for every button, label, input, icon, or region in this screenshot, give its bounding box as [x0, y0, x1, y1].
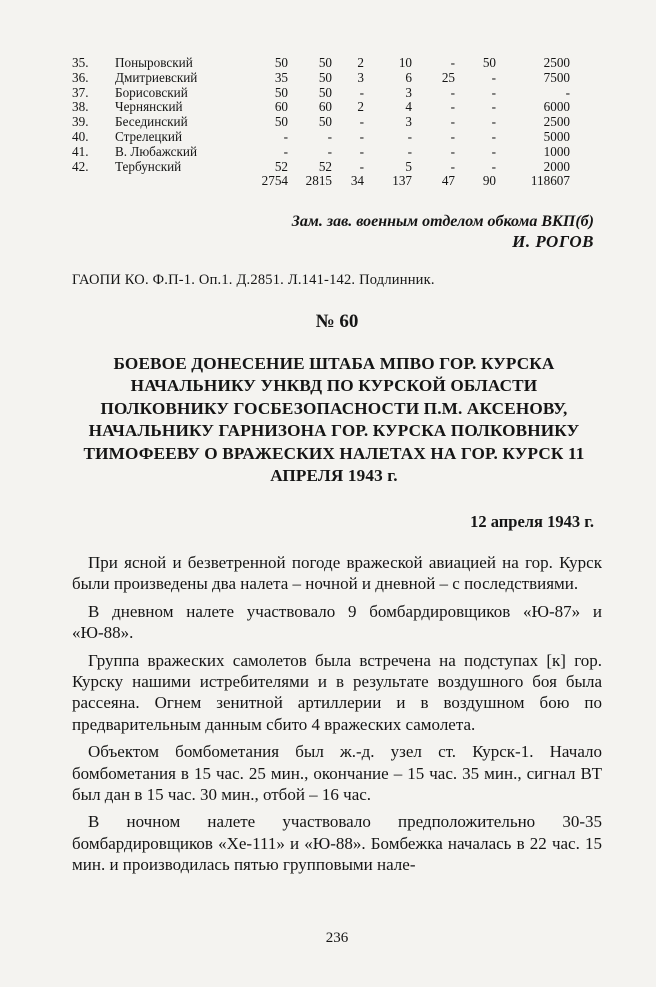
value-cell: - [450, 128, 455, 144]
row-number: 37. [72, 84, 89, 100]
row-number: 36. [72, 69, 89, 85]
value-cell: - [450, 114, 455, 130]
value-cell: 50 [318, 84, 332, 100]
value-cell: - [491, 143, 496, 159]
value-cell: 2500 [543, 114, 570, 130]
total-cell: 137 [392, 173, 412, 189]
value-cell: - [565, 84, 570, 100]
table-row [72, 71, 602, 86]
value-cell: 60 [274, 99, 288, 115]
table-row [72, 130, 602, 145]
value-cell: 60 [318, 99, 332, 115]
value-cell: - [491, 158, 496, 174]
value-cell: 3 [405, 114, 412, 130]
value-cell: - [407, 143, 412, 159]
signatory-position: Зам. зав. военным отделом обкома ВКП(б) [291, 213, 594, 230]
row-number: 35. [72, 55, 89, 70]
archive-reference: ГАОПИ КО. Ф.П-1. Оп.1. Д.2851. Л.141-142. Подлинник. [72, 272, 435, 288]
table-row [72, 145, 602, 160]
table-row [72, 56, 602, 71]
value-cell: 50 [318, 55, 332, 70]
signatory-name: И. РОГОВ [512, 232, 594, 251]
table-row [72, 160, 602, 175]
district-table [72, 56, 602, 189]
row-number: 39. [72, 114, 89, 130]
value-cell: - [450, 55, 455, 70]
value-cell: 3 [405, 84, 412, 100]
value-cell: 52 [318, 158, 332, 174]
district-name: Чернянский [115, 99, 183, 115]
district-name: Тербунский [115, 158, 182, 174]
row-number: 40. [72, 128, 89, 144]
value-cell: - [359, 128, 364, 144]
value-cell: 3 [357, 69, 364, 85]
value-cell: - [450, 143, 455, 159]
value-cell: 50 [318, 114, 332, 130]
value-cell: - [491, 84, 496, 100]
paragraph: Группа вражеских самолетов была встречена на подступах [к] гор. Курску нашими истребителями и в результате воздушного боя была рассеяна. Огнем зенитной артиллерии и в воздушном бою по предварительным данным сбито 4 вражеских самолета. [72, 650, 602, 734]
total-cell: 34 [350, 173, 364, 189]
paragraph: В дневном налете участвовало 9 бомбардировщиков «Ю-87» и «Ю-88». [72, 601, 602, 643]
district-name: Стрелецкий [115, 128, 183, 144]
table-row [72, 86, 602, 101]
row-number: 42. [72, 158, 89, 174]
value-cell: 2 [357, 99, 364, 115]
value-cell: 2 [357, 55, 364, 70]
value-cell: 1000 [543, 143, 570, 159]
signature-block [292, 212, 594, 252]
value-cell: 10 [398, 55, 412, 70]
value-cell: - [359, 158, 364, 174]
paragraph: Объектом бомбометания был ж.-д. узел ст. Курск-1. Начало бомбометания в 15 час. 25 мин., окончание – 15 час. 35 мин., сигнал ВТ был дан в 15 час. 30 мин., отбой – 16 час. [72, 742, 602, 805]
total-cell: 2815 [305, 173, 332, 189]
value-cell: 25 [441, 69, 455, 85]
value-cell: 7500 [543, 69, 570, 85]
value-cell: 50 [274, 84, 288, 100]
district-name: Поныровский [115, 55, 193, 70]
total-cell: 118607 [530, 173, 570, 189]
page-number: 236 [325, 930, 349, 946]
value-cell: - [359, 84, 364, 100]
total-cell: 47 [441, 173, 455, 189]
row-number: 41. [72, 143, 89, 159]
value-cell: 2500 [543, 55, 570, 70]
value-cell: 4 [405, 99, 412, 115]
value-cell: - [359, 114, 364, 130]
value-cell: 6 [405, 69, 412, 85]
value-cell: 50 [482, 55, 496, 70]
document-number: № 60 [315, 311, 359, 332]
district-name: Дмитриевский [115, 69, 198, 85]
value-cell: - [327, 128, 332, 144]
value-cell: 6000 [543, 99, 570, 115]
district-name: В. Любажский [115, 143, 197, 159]
value-cell: - [407, 128, 412, 144]
value-cell: - [359, 143, 364, 159]
value-cell: - [450, 99, 455, 115]
total-cell: 2754 [261, 173, 288, 189]
value-cell: 2000 [543, 158, 570, 174]
table-totals-row [72, 174, 602, 189]
table-row [72, 115, 602, 130]
document-title: БОЕВОЕ ДОНЕСЕНИЕ ШТАБА МПВО ГОР. КУРСКА НАЧАЛЬНИКУ УНКВД ПО КУРСКОЙ ОБЛАСТИ ПОЛКОВНИКУ ГОСБЕЗОПАСНОСТИ П.М. АКСЕНОВУ, НАЧАЛЬНИКУ ГАРНИЗОНА ГОР. КУРСКА ПОЛКОВНИКУ ТИМОФЕЕВУ О ВРАЖЕСКИХ НАЛЕТАХ НА ГОР. КУРСК 11 АПРЕЛЯ 1943 г. [83, 354, 585, 486]
value-cell: - [491, 128, 496, 144]
value-cell: - [491, 69, 496, 85]
value-cell: 50 [274, 55, 288, 70]
value-cell: - [491, 99, 496, 115]
document-body [72, 552, 602, 882]
document-date: 12 апреля 1943 г. [470, 512, 594, 531]
value-cell: 50 [274, 114, 288, 130]
value-cell: - [283, 143, 288, 159]
value-cell: 5000 [543, 128, 570, 144]
total-cell: 90 [482, 173, 496, 189]
value-cell: 5 [405, 158, 412, 174]
district-name: Бесединский [115, 114, 188, 130]
table-row [72, 100, 602, 115]
value-cell: - [450, 84, 455, 100]
row-number: 38. [72, 99, 89, 115]
paragraph: В ночном налете участвовало предположительно 30-35 бомбардировщиков «Хе-111» и «Ю-88». Бомбежка началась в 22 час. 15 мин. и производилась пятью групповыми нале- [72, 812, 602, 875]
district-name: Борисовский [115, 84, 188, 100]
value-cell: - [491, 114, 496, 130]
value-cell: - [450, 158, 455, 174]
paragraph: При ясной и безветренной погоде вражеской авиацией на гор. Курск были произведены два налета – ночной и дневной – с последствиями. [72, 553, 602, 594]
value-cell: - [327, 143, 332, 159]
value-cell: 35 [274, 69, 288, 85]
value-cell: - [283, 128, 288, 144]
value-cell: 50 [318, 69, 332, 85]
value-cell: 52 [274, 158, 288, 174]
